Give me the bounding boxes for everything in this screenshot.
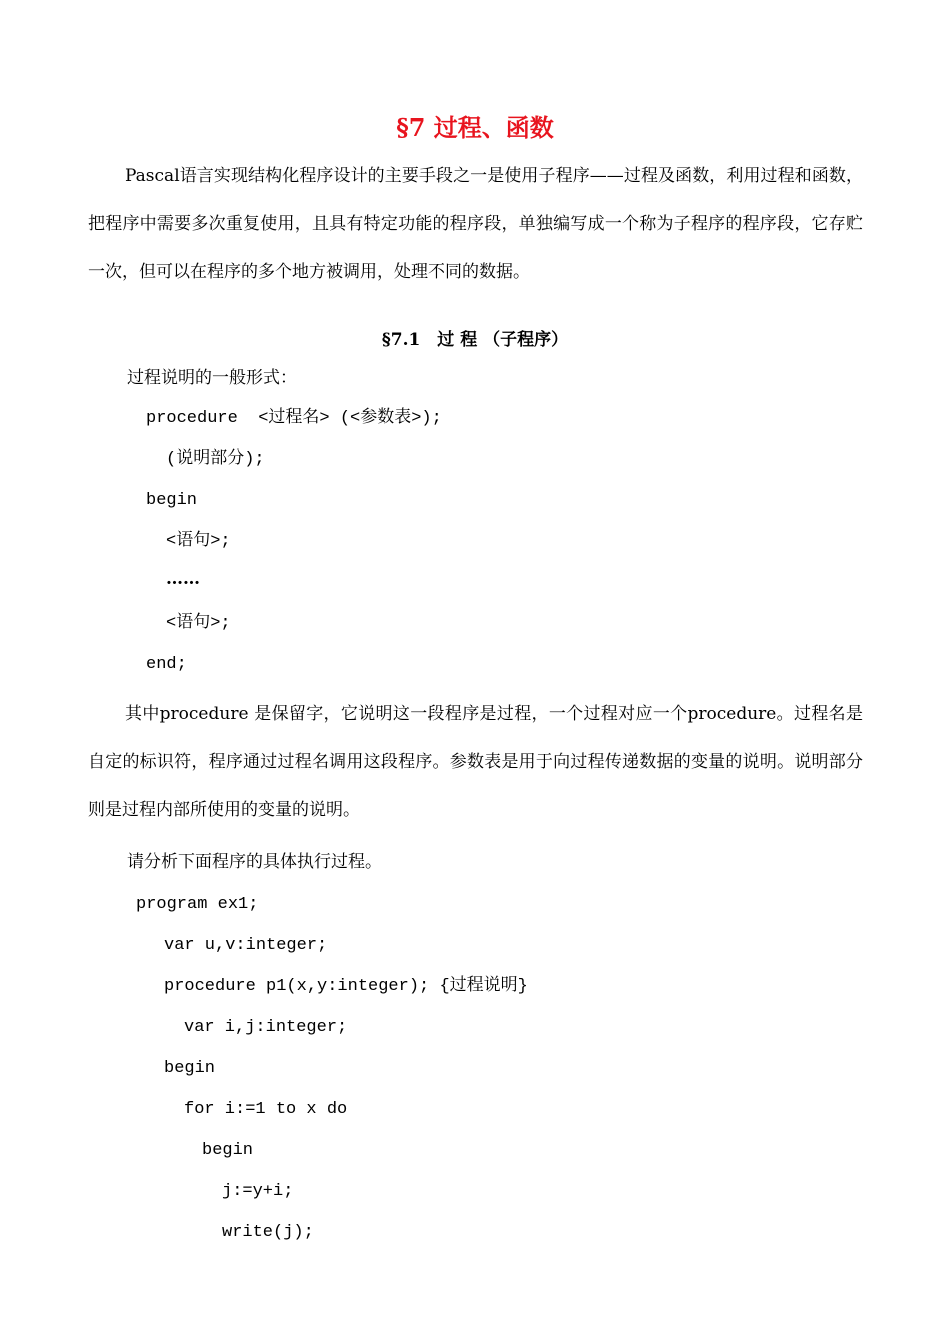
code-line: procedure p1(x,y:integer); {过程说明} [164,977,528,996]
syntax-line-ellipsis: …… [166,569,200,589]
code-line: write(j); [222,1223,314,1242]
syntax-form-label: 过程说明的一般形式： [127,368,297,388]
syntax-line-statement: <语句>; [166,532,231,551]
code-line: begin [202,1141,254,1160]
exercise-label: 请分析下面程序的具体执行过程。 [127,852,382,872]
syntax-line-declarations: (说明部分); [166,450,265,469]
syntax-line-end: end; [146,655,187,674]
code-line: begin [164,1059,216,1078]
chapter-title: §7 过程、函数 [396,113,554,142]
section-heading: §7.1 过 程 （子程序） [381,330,569,350]
code-line: program ex1; [136,895,259,914]
code-line: var i,j:integer; [184,1018,348,1037]
code-line: for i:=1 to x do [184,1100,348,1119]
code-line: var u,v:integer; [164,936,328,955]
syntax-line-begin: begin [146,491,198,510]
syntax-line-procedure: procedure <过程名> (<参数表>); [146,409,442,428]
explanation-paragraph: 其中procedure 是保留字，它说明这一段程序是过程，一个过程对应一个procedure。过程名是自定的标识符，程序通过过程名调用这段程序。参数表是用于向过程传递数据的变量的说明。说明部分则是过程内部所使用的变量的说明。 [88,704,863,820]
code-line: j:=y+i; [222,1182,294,1201]
intro-paragraph: Pascal语言实现结构化程序设计的主要手段之一是使用子程序——过程及函数，利用过程和函数，把程序中需要多次重复使用，且具有特定功能的程序段，单独编写成一个称为子程序的程序段，它存贮一次，但可以在程序的多个地方被调用，处理不同的数据。 [88,166,863,282]
syntax-line-statement: <语句>; [166,614,231,633]
